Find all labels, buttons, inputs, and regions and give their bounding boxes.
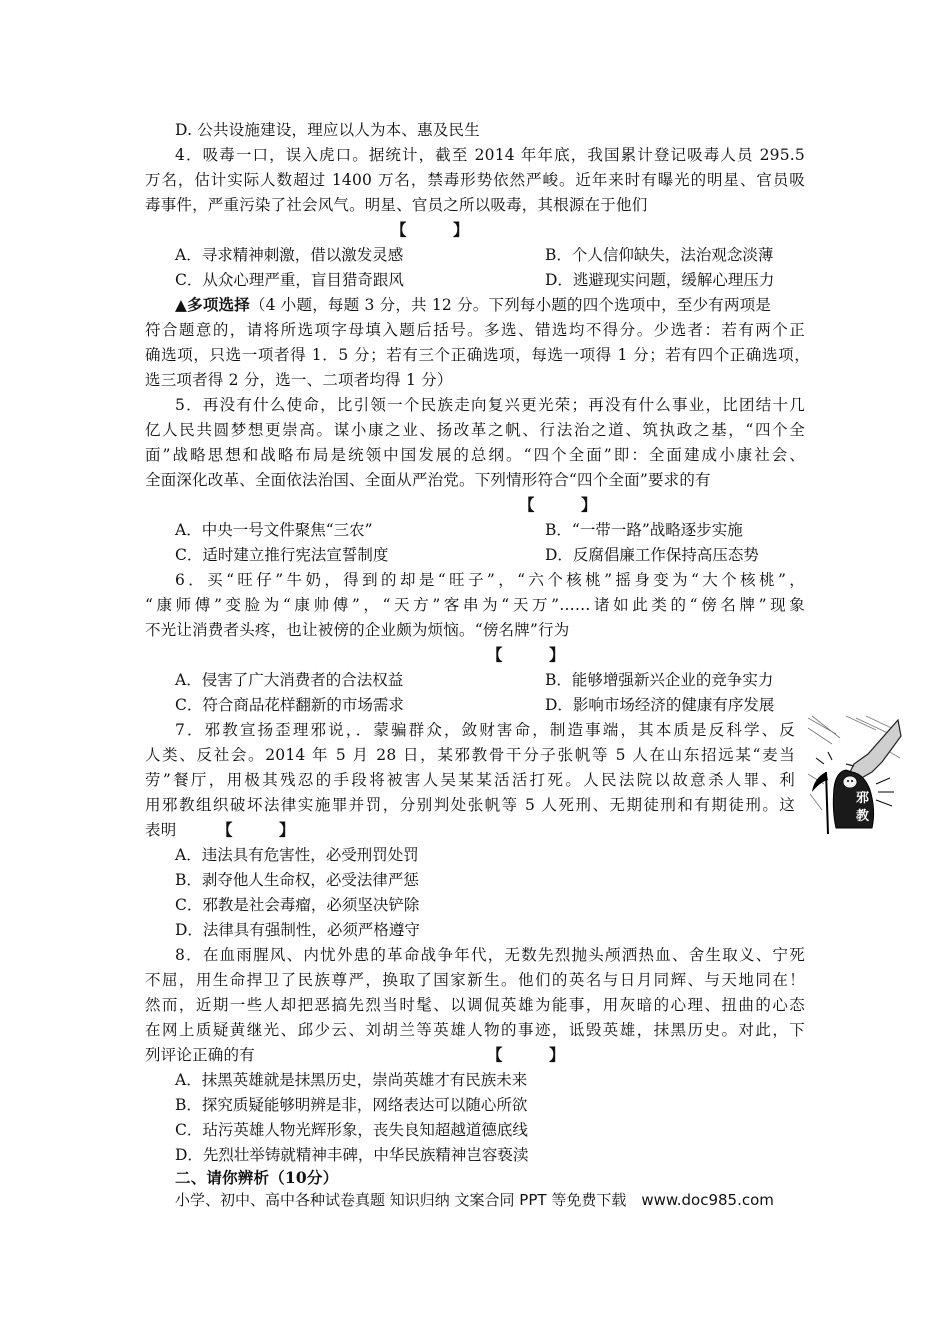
q6-answer-bracket: 【 】 xyxy=(487,645,565,664)
q7-line-5: 表明 xyxy=(145,821,177,839)
q6-option-a: A．侵害了广大消费者的合法权益 xyxy=(175,671,404,689)
q7-option-b: B．剥夺他人生命权，必受法律严惩 xyxy=(175,871,419,889)
q6-option-c: C．符合商品花样翻新的市场需求 xyxy=(175,696,404,714)
q3-option-d: D. 公共设施建设，理应以人为本、惠及民生 xyxy=(175,121,480,139)
q4-line-1: 4．吸毒一口，误入虎口。据统计，截至 2014 年年底，我国累计登记吸毒人员 295.5 xyxy=(175,146,805,164)
q8-option-c: C．玷污英雄人物光辉形象，丧失良知超越道德底线 xyxy=(175,1121,528,1139)
q5-line-2: 亿人民共圆梦想更崇高。谋小康之业、扬改革之帆、行法治之道、筑执政之基，“四个全 xyxy=(145,421,805,439)
q4-option-c: C．从众心理严重，盲目猎奇跟风 xyxy=(175,271,404,289)
multi-section-rule-3: 确选项，只选一项者得 1．5 分；若有三个正确选项，每选一项得 1 分；若有四个正确选项， xyxy=(145,346,810,364)
q6-line-2: “康师傅”变脸为“康帅傅”，“天方”客串为“天万”……诸如此类的“傍名牌”现象 xyxy=(145,596,805,614)
q8-answer-bracket: 【 】 xyxy=(487,1045,565,1064)
cult-cartoon-illustration xyxy=(806,714,902,840)
q6-line-1: 6．买“旺仔”牛奶，得到的却是“旺子”，“六个核桃”摇身变为“大个核桃”， xyxy=(175,571,805,589)
multi-section-intro xyxy=(175,295,805,315)
q7-option-d: D．法律具有强制性，必须严格遵守 xyxy=(175,921,420,939)
page-footer: 小学、初中、高中各种试卷真题 知识归纳 文案合同 PPT 等免费下载 www.doc985.com xyxy=(175,1191,774,1209)
multi-section-title: ▲多项选择 xyxy=(175,295,250,314)
q5-line-1: 5．再没有什么使命，比引领一个民族走向复兴更光荣；再没有什么事业，比团结十几 xyxy=(175,396,805,414)
q4-option-d: D．逃避现实问题，缓解心理压力 xyxy=(545,271,775,289)
cartoon-caption-char-2: 教 xyxy=(856,809,870,824)
q4-line-2: 万名，估计实际人数超过 1400 万名，禁毒形势依然严峻。近年来时有曝光的明星、官员吸 xyxy=(145,171,805,189)
q5-option-a: A．中央一号文件聚焦“三农” xyxy=(175,521,373,539)
q5-option-c: C．适时建立推行宪法宣誓制度 xyxy=(175,546,389,564)
q7-line-4: 用邪教组织破坏法律实施罪并罚，分别判处张帆等 5 人死刑、无期徒刑和有期徒刑。这 xyxy=(145,796,795,814)
q6-option-d: D．影响市场经济的健康有序发展 xyxy=(545,696,775,714)
multi-section-rule-2: 符合题意的，请将所选项字母填入题后括号。多选、错选均不得分。少选者：若有两个正 xyxy=(145,321,805,339)
q7-answer-bracket: 【 】 xyxy=(217,820,295,839)
q8-option-a: A．抹黑英雄就是抹黑历史，崇尚英雄才有民族未来 xyxy=(175,1071,528,1089)
q6-option-b: B．能够增强新兴企业的竞争实力 xyxy=(545,671,774,689)
q5-option-d: D．反腐倡廉工作保持高压态势 xyxy=(545,546,759,564)
multi-section-rule-1: （4 小题，每题 3 分，共 12 分。下列每小题的四个选项中，至少有两项是 xyxy=(249,296,772,314)
q4-answer-bracket: 【 】 xyxy=(391,220,469,239)
q8-line-4: 在网上质疑黄继光、邱少云、刘胡兰等英雄人物的事迹，诋毁英雄，抹黑历史。对此，下 xyxy=(145,1021,805,1039)
q8-line-1: 8．在血雨腥风、内忧外患的革命战争年代，无数先烈抛头颅洒热血、舍生取义、宁死 xyxy=(175,946,805,964)
q7-line-2: 人类、反社会。2014 年 5 月 28 日，某邪教骨干分子张帆等 5 人在山东招远某“麦当 xyxy=(145,746,795,764)
section-two-title: 二、请你辨析（10分） xyxy=(175,1168,339,1187)
q6-line-3: 不光让消费者头疼，也让被傍的企业颇为烦恼。“傍名牌”行为 xyxy=(145,621,570,639)
multi-section-rule-4: 选三项者得 2 分，选一、二项者均得 1 分） xyxy=(145,371,453,389)
q5-option-b: B．“一带一路”战略逐步实施 xyxy=(545,521,743,539)
cartoon-caption-char-1: 邪 xyxy=(856,791,870,806)
q4-line-3: 毒事件，严重污染了社会风气。明星、官员之所以吸毒，其根源在于他们 xyxy=(145,196,648,214)
cartoon-drawing xyxy=(806,714,902,840)
q4-option-b: B．个人信仰缺失，法治观念淡薄 xyxy=(545,246,774,264)
q8-line-5: 列评论正确的有 xyxy=(145,1046,255,1064)
q5-answer-bracket: 【 】 xyxy=(519,495,597,514)
q8-option-b: B．探究质疑能够明辨是非，网络表达可以随心所欲 xyxy=(175,1096,528,1114)
q7-option-c: C．邪教是社会毒瘤，必须坚决铲除 xyxy=(175,896,420,914)
q8-option-d: D．先烈壮举铸就精神丰碑，中华民族精神岂容亵渎 xyxy=(175,1146,529,1164)
q8-line-3: 然而，近期一些人却把恶搞先烈当时髦、以调侃英雄为能事，用灰暗的心理、扭曲的心态 xyxy=(145,996,805,1014)
q8-line-2: 不屈，用生命捍卫了民族尊严，换取了国家新生。他们的英名与日月同辉、与天地同在！ xyxy=(145,971,805,989)
q7-line-1: 7．邪教宣扬歪理邪说，．蒙骗群众，敛财害命，制造事端，其本质是反科学、反 xyxy=(175,721,795,739)
q7-option-a: A．违法具有危害性，必受刑罚处罚 xyxy=(175,846,419,864)
q7-line-3: 劳”餐厅，用极其残忍的手段将被害人吴某某活活打死。人民法院以故意杀人罪、利 xyxy=(145,771,795,789)
q4-option-a: A．寻求精神刺激，借以激发灵感 xyxy=(175,246,404,264)
q5-line-3: 面”战略思想和战略布局是统领中国发展的总纲。“四个全面”即：全面建成小康社会、 xyxy=(145,446,805,464)
q5-line-4: 全面深化改革、全面依法治国、全面从严治党。下列情形符合“四个全面”要求的有 xyxy=(145,471,711,489)
